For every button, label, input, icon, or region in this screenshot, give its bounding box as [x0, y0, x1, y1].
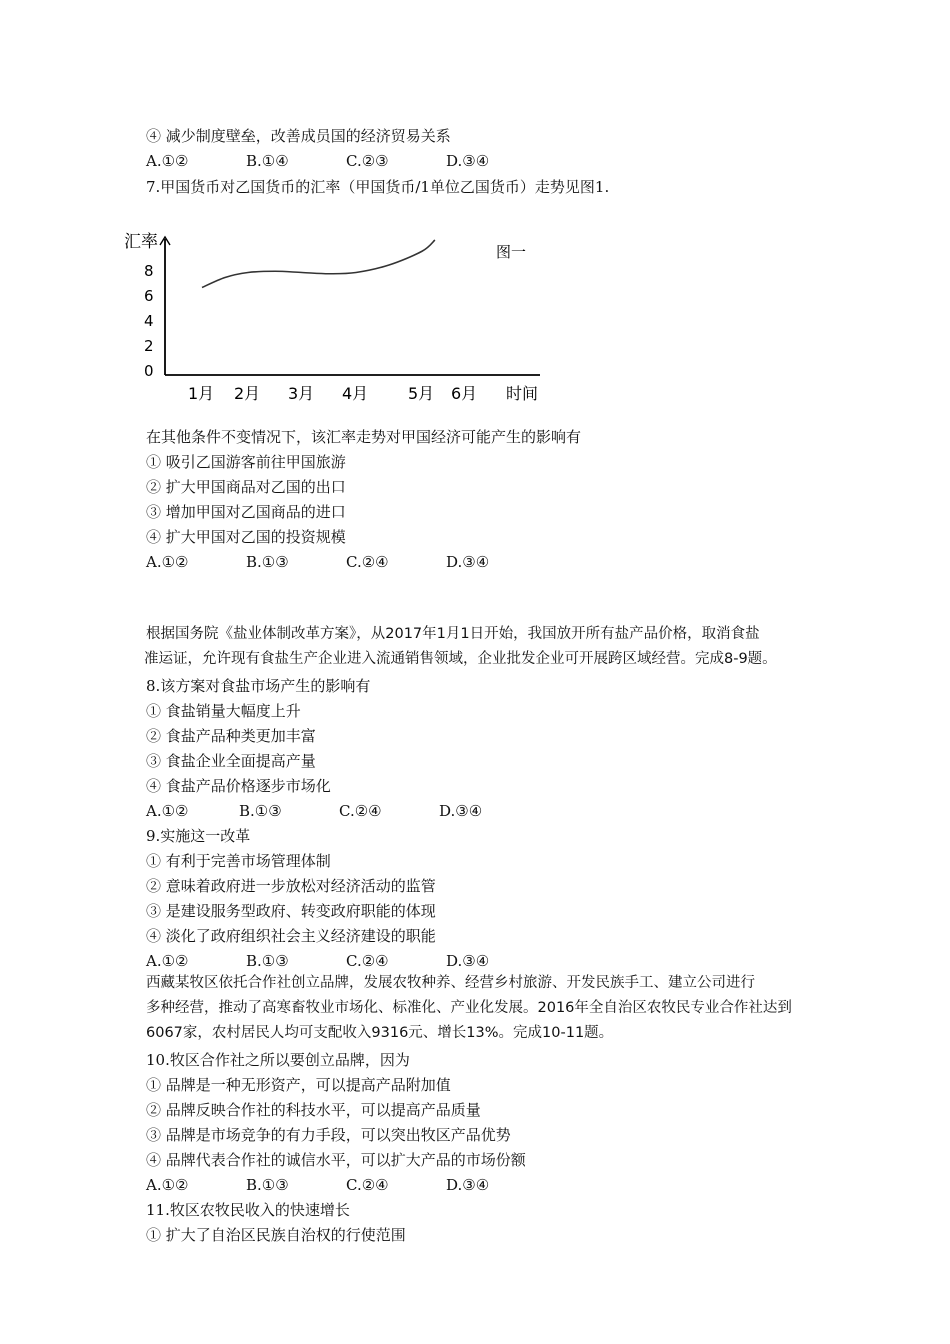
q10-option-c[interactable]: C.②④ [346, 1176, 389, 1194]
q10-option-d[interactable]: D.③④ [446, 1176, 490, 1194]
passage-2-line-1: 西藏某牧区依托合作社创立品牌，发展农牧种养、经营乡村旅游、开发民族手工、建立公司进行 [146, 975, 755, 991]
passage-2-line-3: 6067家，农村居民人均可支配收入9316元、增长13%。完成10-11题。 [146, 1025, 614, 1041]
q9-item-2: ② 意味着政府进一步放松对经济活动的监管 [146, 877, 436, 895]
x-axis-label: 时间 [506, 384, 539, 403]
q7-item-3: ③ 增加甲国对乙国商品的进口 [146, 503, 346, 521]
q8-item-4: ④ 食盐产品价格逐步市场化 [146, 777, 331, 795]
passage-1-line-2: 准运证，允许现有食盐生产企业进入流通销售领域，企业批发企业可开展跨区域经营。完成8-9题。 [144, 651, 777, 667]
q9-stem: 9.实施这一改革 [146, 827, 251, 845]
q10-stem: 10.牧区合作社之所以要创立品牌，因为 [146, 1051, 410, 1069]
q11-stem: 11.牧区农牧民收入的快速增长 [146, 1201, 350, 1219]
x-tick-label: 3月 [288, 384, 315, 403]
q9-item-1: ① 有利于完善市场管理体制 [146, 852, 331, 870]
q10-item-1: ① 品牌是一种无形资产，可以提高产品附加值 [146, 1076, 451, 1094]
chart-title: 图一 [496, 243, 527, 261]
q7-item-1: ① 吸引乙国游客前往甲国旅游 [146, 453, 346, 471]
x-tick-label: 1月 [188, 384, 215, 403]
q6-option-a[interactable]: A.①② [146, 152, 189, 170]
q9-item-3: ③ 是建设服务型政府、转变政府职能的体现 [146, 902, 436, 920]
y-tick-label: 6 [144, 287, 154, 305]
exchange-rate-chart [120, 225, 560, 410]
q7-options [146, 552, 489, 572]
y-tick-label: 8 [144, 262, 154, 280]
q8-option-c[interactable]: C.②④ [339, 802, 382, 820]
q8-option-d[interactable]: D.③④ [439, 802, 483, 820]
q7-stem: 7.甲国货币对乙国货币的汇率（甲国货币/1单位乙国货币）走势见图1. [146, 178, 610, 196]
passage-salt-reform [146, 622, 836, 672]
x-tick-label: 6月 [451, 384, 478, 403]
x-tick-label: 2月 [234, 384, 261, 403]
y-tick-label: 4 [144, 312, 154, 330]
q10-options [146, 1175, 489, 1195]
q11-item-1: ① 扩大了自治区民族自治权的行使范围 [146, 1226, 406, 1244]
q9-option-c[interactable]: C.②④ [346, 952, 389, 970]
q10-option-b[interactable]: B.①③ [246, 1176, 289, 1194]
q9-option-b[interactable]: B.①③ [246, 952, 289, 970]
q10-item-3: ③ 品牌是市场竞争的有力手段，可以突出牧区产品优势 [146, 1126, 511, 1144]
q7-option-b[interactable]: B.①③ [246, 553, 289, 571]
y-tick-label: 0 [144, 362, 154, 380]
q7-item-4: ④ 扩大甲国对乙国的投资规模 [146, 528, 346, 546]
q7-option-a[interactable]: A.①② [146, 553, 189, 571]
q8-option-a[interactable]: A.①② [146, 802, 189, 820]
q7-item-2: ② 扩大甲国商品对乙国的出口 [146, 478, 346, 496]
exchange-rate-series-line [202, 240, 435, 288]
q7-option-d[interactable]: D.③④ [446, 553, 490, 571]
q8-item-2: ② 食盐产品种类更加丰富 [146, 727, 316, 745]
y-axis-label: 汇率 [124, 232, 158, 252]
q7-option-c[interactable]: C.②④ [346, 553, 389, 571]
q9-item-4: ④ 淡化了政府组织社会主义经济建设的职能 [146, 927, 436, 945]
q7-lead: 在其他条件不变情况下，该汇率走势对甲国经济可能产生的影响有 [146, 428, 582, 446]
y-tick-label: 2 [144, 337, 154, 355]
q6-option-d[interactable]: D.③④ [446, 152, 490, 170]
q6-option-c[interactable]: C.②③ [346, 152, 389, 170]
q6-item-4: ④ 减少制度壁垒，改善成员国的经济贸易关系 [146, 127, 451, 145]
q10-item-2: ② 品牌反映合作社的科技水平，可以提高产品质量 [146, 1101, 481, 1119]
q10-option-a[interactable]: A.①② [146, 1176, 189, 1194]
q10-item-4: ④ 品牌代表合作社的诚信水平，可以扩大产品的市场份额 [146, 1151, 526, 1169]
passage-tibet-cooperative [146, 971, 846, 1046]
q8-item-3: ③ 食盐企业全面提高产量 [146, 752, 316, 770]
x-tick-label: 4月 [342, 384, 369, 403]
q8-stem: 8.该方案对食盐市场产生的影响有 [146, 677, 371, 695]
passage-2-line-2: 多种经营，推动了高寒畜牧业市场化、标准化、产业化发展。2016年全自治区农牧民专业合作社达到 [146, 1000, 792, 1016]
passage-1-line-1: 根据国务院《盐业体制改革方案》，从2017年1月1日开始，我国放开所有盐产品价格，取消食盐 [146, 626, 760, 642]
q9-options [146, 951, 489, 971]
x-tick-label: 5月 [408, 384, 435, 403]
q8-option-b[interactable]: B.①③ [239, 802, 282, 820]
q9-option-a[interactable]: A.①② [146, 952, 189, 970]
q9-option-d[interactable]: D.③④ [446, 952, 490, 970]
q8-item-1: ① 食盐销量大幅度上升 [146, 702, 301, 720]
q6-options [146, 151, 489, 171]
q6-option-b[interactable]: B.①④ [246, 152, 289, 170]
q8-options [146, 801, 482, 821]
